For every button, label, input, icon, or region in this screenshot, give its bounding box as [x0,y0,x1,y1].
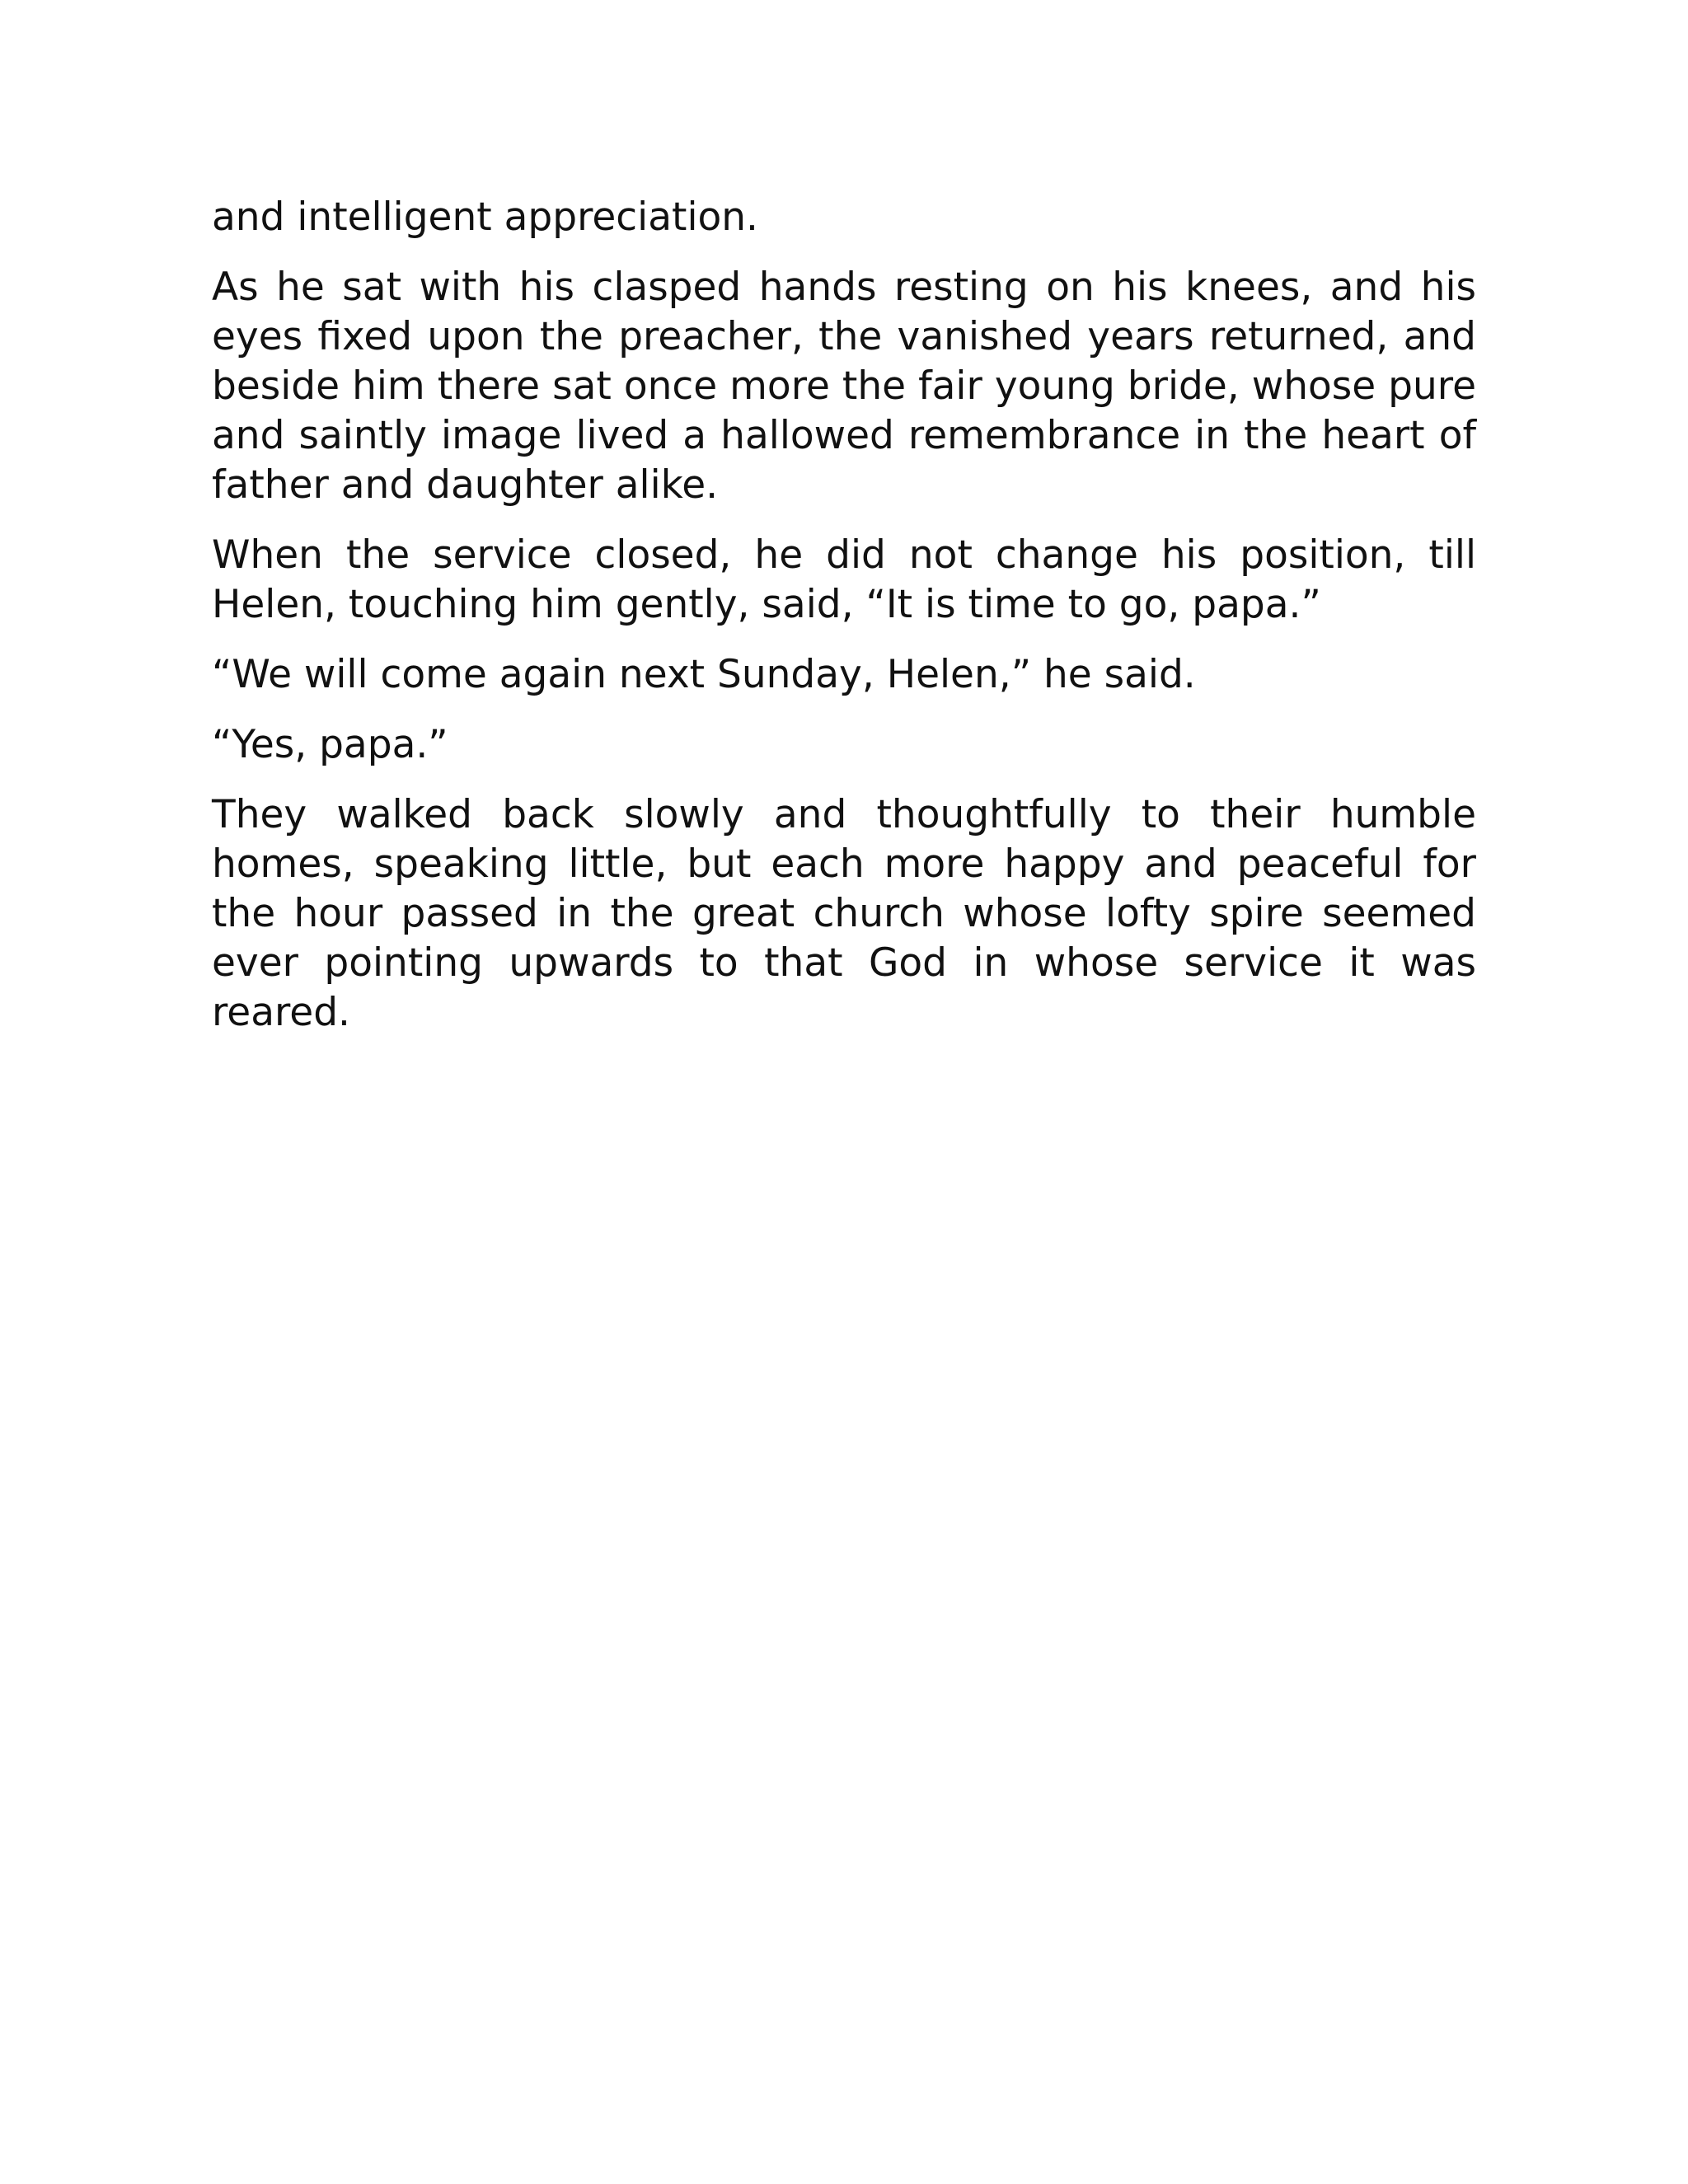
paragraph: As he sat with his clasped hands resting on his knees, and his eyes fixed upon the preacher, the vanished years returned, and beside him there sat once more the fair young bride, whose pure and saintly image lived a hallowed remembrance in the heart of father and daughter alike. [212,265,1476,508]
paragraph: When the service closed, he did not change his position, till Helen, touching him gently, said, “It is time to go, papa.” [212,532,1476,627]
paragraph: and intelligent appreciation. [212,194,758,240]
body-text [212,193,1476,1058]
paragraph: “We will come again next Sunday, Helen,” he said. [212,652,1196,697]
paragraph: They walked back slowly and thoughtfully to their humble homes, speaking little, but each more happy and peaceful for the hour passed in the great church whose lofty spire seemed ever pointing upwards to that God in whose service it was reared. [212,792,1476,1035]
paragraph: “Yes, papa.” [212,722,448,767]
